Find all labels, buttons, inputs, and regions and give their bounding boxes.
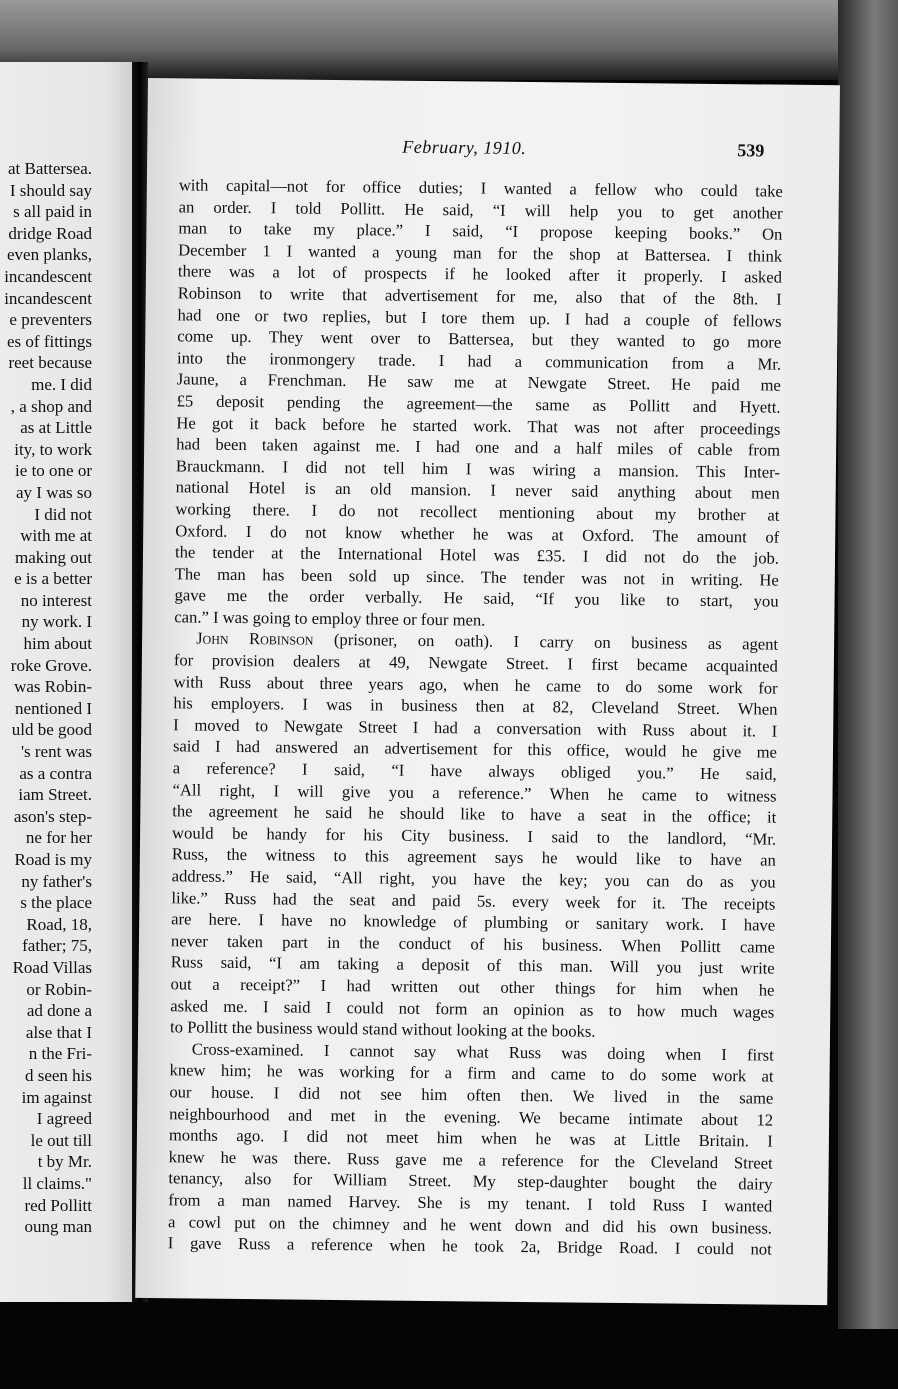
text-line: our house. I did not see him often then. We lived in the same xyxy=(169,1082,774,1108)
left-page-line: nentioned I xyxy=(15,698,92,718)
text-line: The man has been sold up since. The tender was not in writing. He xyxy=(174,563,779,590)
left-page-line: ay I was so xyxy=(15,482,92,502)
left-page-line: with me at xyxy=(20,526,92,546)
text-line: address.” He said, “All right, you have the key; you can do as you xyxy=(171,866,776,892)
left-page-line: making out xyxy=(15,547,92,567)
left-page-line: alse that I xyxy=(25,1022,92,1042)
left-page-line: I agreed xyxy=(36,1109,92,1129)
text-line: tenancy, also for William Street. My step-daughter bought the dairy xyxy=(168,1168,773,1194)
left-page-line: le out till xyxy=(30,1130,92,1150)
left-page-line: I did not xyxy=(34,504,92,524)
text-line: never taken part in the conduct of his business. When Pollitt came xyxy=(170,931,776,957)
text-line: a cowl put on the chimney and he went down and did his own business. xyxy=(167,1211,773,1238)
left-page-line: ne for her xyxy=(25,828,92,848)
text-line: Oxford. I do not know whether he was at Oxford. The amount of xyxy=(175,520,780,547)
left-page-line: I should say xyxy=(9,180,92,200)
left-page-text xyxy=(0,158,92,1238)
text-line: with capital—not for office duties; I wanted a fellow who could take xyxy=(178,175,783,201)
page-body-text xyxy=(168,174,783,1260)
text-line: there was a lot of prospects if he looked after it properly. I asked xyxy=(177,261,783,288)
text-line: an order. I told Pollitt. He said, “I will help you to get another xyxy=(178,196,783,223)
left-page-line: or Robin- xyxy=(26,979,92,999)
text-line: a reference? I said, “I have always obliged you.” He said, xyxy=(172,758,777,784)
left-page-line: n the Fri- xyxy=(28,1044,92,1064)
text-line: Robinson to write that advertisement for me, also that of the 8th. I xyxy=(177,283,782,309)
text-line: his employers. I was in business then at 82, Cleveland Street. When xyxy=(173,693,778,719)
text-line: I moved to Newgate Street I had a conversation with Russ about it. I xyxy=(173,715,778,741)
left-page-line: me. I did xyxy=(31,374,92,394)
text-line: He got it back before he started work. That was not after proceedings xyxy=(176,412,781,439)
left-page-line: Road Villas xyxy=(12,957,92,977)
left-page-line: im against xyxy=(21,1087,92,1107)
text-line: are here. I have no knowledge of plumbing or sanitary work. I have xyxy=(171,909,776,935)
text-line: working there. I do not recollect mentioning about my brother at xyxy=(175,499,780,525)
left-page-line: d seen his xyxy=(24,1065,92,1085)
text-line: national Hotel is an old mansion. I never said anything about men xyxy=(175,477,780,503)
left-page-line: s all paid in xyxy=(13,202,92,222)
left-page-line: ason's step- xyxy=(13,806,92,826)
text-line: the agreement he said he should like to have a seat in the office; it xyxy=(172,801,777,827)
left-page-line: him about xyxy=(23,634,92,654)
text-line: I gave Russ a reference when he took 2a, Bridge Road. I could not xyxy=(167,1233,772,1259)
left-page-line: ity, to work xyxy=(14,439,92,459)
text-line: gave me the order verbally. He said, “If you like to start, you xyxy=(174,585,779,611)
microfilm-bottom-margin xyxy=(0,1329,898,1389)
text-line: come up. They went over to Battersea, but they wanted to go more xyxy=(177,326,782,352)
text-line: from a man named Harvey. She is my tenant. I told Russ I wanted xyxy=(168,1190,773,1216)
text-line: said I had answered an advertisement for this office, would he give me xyxy=(172,736,778,763)
left-page-line: Road is my xyxy=(14,850,92,869)
text-line: man to take my place.” I said, “I propose keeping books.” On xyxy=(178,218,783,244)
left-page-line: Road, 18, xyxy=(26,914,92,934)
text-line: like.” Russ had the seat and paid 5s. every week for it. The receipts xyxy=(171,887,776,914)
left-page-line: iam Street. xyxy=(18,785,92,805)
left-page-line: at Battersea. xyxy=(7,159,92,178)
speaker-name: John Robinson xyxy=(196,629,314,650)
text-line: knew him; he was working for a firm and came to do some work at xyxy=(169,1060,774,1086)
page-number: 539 xyxy=(737,140,765,161)
text-line: had one or two replies, but I tore them up. I had a couple of fellows xyxy=(177,304,782,331)
text-line: Russ said, “I am taking a deposit of this man. Will you just write xyxy=(170,952,775,978)
left-page-line: father; 75, xyxy=(22,936,92,956)
text-line: Russ, the witness to this agreement says he would like to have an xyxy=(171,844,776,871)
text-line: asked me. I said I could not form an opinion as to how much wages xyxy=(170,995,775,1022)
left-page-line: t by Mr. xyxy=(37,1152,92,1172)
text-line: Cross-examined. I cannot say what Russ was doing when I first xyxy=(191,1039,774,1065)
page-header xyxy=(147,134,839,165)
left-page-line: ny father's xyxy=(21,871,92,891)
text-line: to Pollitt the business would stand without looking at the books. xyxy=(169,1017,596,1041)
text-line: December 1 I wanted a young man for the shop at Battersea. I think xyxy=(178,240,783,266)
left-page-line: red Pollitt xyxy=(24,1195,92,1215)
left-page-line: was Robin- xyxy=(14,677,92,697)
text-line: “All right, I will give you a reference.” When he came to witness xyxy=(172,779,777,806)
left-page-line: as at Little xyxy=(20,418,92,438)
text-line: had been taken against me. I had one and a half miles of cable from xyxy=(176,434,781,460)
left-page-line: e preventers xyxy=(9,310,92,330)
left-page-line: as a contra xyxy=(19,763,92,783)
left-page-line: , a shop and xyxy=(10,396,92,416)
left-page-line: oung man xyxy=(24,1217,92,1237)
right-page xyxy=(135,78,840,1305)
left-page-line: ie to one or xyxy=(15,461,92,481)
text-line: can.” I was going to employ three or four men. xyxy=(174,607,486,630)
text-line: neighbourhood and met in the evening. We became intimate about 12 xyxy=(169,1103,774,1130)
left-page-line: es of fittings xyxy=(7,331,92,351)
left-page-line: roke Grove. xyxy=(10,655,92,675)
left-page-line: ny work. I xyxy=(21,612,92,632)
left-page-line: reet because xyxy=(8,353,92,373)
text-line: into the ironmongery trade. I had a communication from a Mr. xyxy=(176,348,782,374)
text-line: £5 deposit pending the agreement—the same as Pollitt and Hyett. xyxy=(176,391,781,417)
text-line: Jaune, a Frenchman. He saw me at Newgate Street. He paid me xyxy=(176,369,781,395)
left-page-line: 's rent was xyxy=(20,742,92,762)
left-page-line: ad done a xyxy=(26,1001,92,1021)
text-line: would be handy for his City business. I said to the landlord, “Mr. xyxy=(171,823,777,849)
text-line: with Russ about three years ago, when he came to do some work for xyxy=(173,671,778,698)
text-line: the tender at the International Hotel was £35. I did not do the job. xyxy=(174,542,780,568)
text-line: months ago. I did not meet him when he was at Little Britain. I xyxy=(168,1125,773,1151)
left-page-line: incandescent xyxy=(4,266,92,286)
left-page-line: ll claims." xyxy=(22,1173,92,1193)
left-page-line: incandescent xyxy=(4,288,92,308)
left-page-line: uld be good xyxy=(11,720,92,740)
microfilm-right-margin xyxy=(838,0,898,1389)
text-line: Brauckmann. I did not tell him I was wiring a mansion. This Inter- xyxy=(175,456,781,482)
left-page-line: s the place xyxy=(20,893,92,913)
left-page-fragment xyxy=(0,62,132,1302)
text-line: for provision dealers at 49, Newgate Street. I first became acquainted xyxy=(173,650,778,676)
text-line: knew he was there. Russ gave me a reference for the Cleveland Street xyxy=(168,1146,773,1173)
left-page-line: e is a better xyxy=(14,569,92,589)
text-line: out a receipt?” I had written out other things for him when he xyxy=(170,974,775,1000)
left-page-line: dridge Road xyxy=(8,223,92,243)
text-line: John Robinson (prisoner, on oath). I carry on business as agent xyxy=(196,629,779,655)
running-head: February, 1910. xyxy=(402,136,527,158)
left-page-line: even planks, xyxy=(7,245,92,265)
left-page-line: no interest xyxy=(20,590,92,610)
